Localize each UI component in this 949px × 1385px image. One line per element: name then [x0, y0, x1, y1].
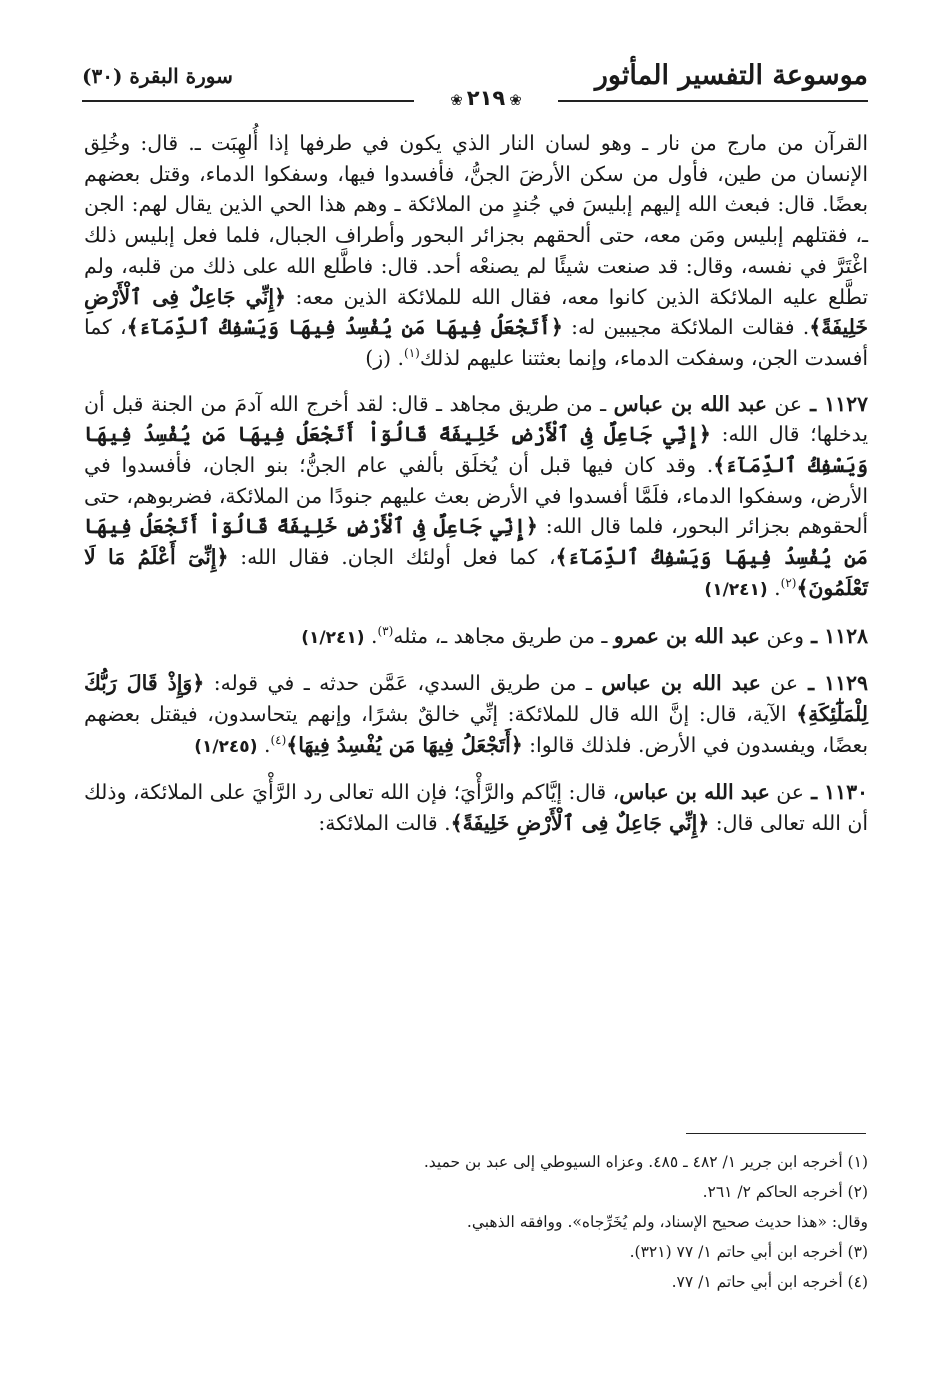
narrator-name: عبد الله بن عمرو	[613, 623, 760, 648]
footnote-marker: (٢)	[780, 576, 797, 591]
narration-paragraph	[84, 777, 868, 838]
text-run: عن	[769, 780, 804, 805]
narrator-name: عبد الله بن عباس	[613, 391, 767, 416]
text-run: الآية، قال: إنَّ الله قال للملائكة: إنِّي خالقٌ بشرًا، وإنهم يتحاسدون، فيقتل بعضهم بعضًا، ويفسدون في الأرض. فلذلك قالوا:	[84, 701, 868, 757]
footnote-separator	[686, 1133, 866, 1134]
quran-verse: ﴿إِنِّي جَاعِلٌ فِى ٱلْأَرْضِ خَلِيفَةً﴾	[84, 284, 868, 340]
narration-paragraph	[84, 389, 868, 606]
quran-verse: ﴿أَتَجْعَلُ فِيهَا مَن يُفْسِدُ فِيهَا﴾	[286, 732, 523, 757]
text-run: ، كما فعل أولئك الجان. فقال الله:	[228, 545, 556, 570]
quran-verse: ﴿أَتَجْعَلُ فِيهَا مَن يُفْسِدُ فِيهَا وَيَسْفِكُ ٱلدِّمَآءَ﴾	[126, 315, 563, 340]
text-run: . قالت الملائكة:	[318, 811, 451, 836]
narration-paragraph	[84, 128, 868, 374]
narrator-name: عبد الله بن عباس	[619, 780, 770, 805]
footnote: وقال: «هذا حديث صحيح الإسناد، ولم يُخَرِّجاه». ووافقه الذهبي.	[466, 1213, 868, 1231]
book-title: موسوعة التفسير المأثور	[594, 60, 868, 91]
header-rule-left	[82, 100, 414, 102]
quran-verse: ﴿وَإِذْ قَالَ رَبُّكَ لِلْمَلَٰٓئِكَةِ﴾	[84, 671, 868, 726]
page-number: ٢١٩	[466, 86, 506, 110]
narration-number: ١١٢٧ ـ	[802, 391, 869, 416]
volume-reference: (١/٢٤١)	[301, 627, 365, 648]
quran-verse: ﴿إِنِّي جَاعِلٌ فِى ٱلْأَرْضِ خَلِيفَةً قَالُوٓاْ أَتَجْعَلُ فِيهَا مَن يُفْسِدُ فِيهَا وَيَسْفِكُ ٱلدِّمَآءَ﴾	[84, 422, 868, 478]
surah-title: سورة البقرة (٣٠)	[82, 64, 233, 88]
text-run: عن	[766, 391, 803, 416]
page-header	[82, 58, 868, 108]
text-run: عن	[760, 671, 798, 696]
text-run: ، قال: إيَّاكم والرَّأْيَ؛ فإن الله تعالى رد الرَّأْيَ على الملائكة، وذلك أن الله تعالى قال:	[84, 780, 868, 836]
narration-paragraph	[84, 668, 868, 762]
footnote: (٣) أخرجه ابن أبي حاتم ١/ ٧٧ (٣٢١).	[629, 1243, 868, 1261]
text-run: ـ من طريق مجاهد ـ، مثله	[393, 623, 614, 648]
ornament-icon: ❀	[450, 91, 463, 109]
header-rule-right	[558, 100, 868, 102]
narration-paragraph	[84, 621, 868, 654]
text-run: ـ من طريق مجاهد ـ قال: لقد أخرج الله آدمَ من الجنة قبل أن يدخلها؛ قال الله:	[84, 391, 868, 447]
footnote: (٢) أخرجه الحاكم ٢/ ٢٦١.	[702, 1183, 868, 1201]
quran-verse: ﴿إِنِّي جَاعِلٌ فِى ٱلْأَرْضِ خَلِيفَةً قَالُوٓاْ أَتَجْعَلُ فِيهَا مَن يُفْسِدُ فِيهَا وَيَسْفِكُ ٱلدِّمَآءَ﴾	[84, 514, 869, 570]
text-run: . فقالت الملائكة مجيبين له:	[562, 315, 810, 340]
footnote-marker: (٣)	[377, 623, 394, 638]
volume-reference: (١/٢٤٥)	[194, 736, 258, 757]
text-run: القرآن من مارج من نار ـ وهو لسان النار الذي يكون في طرفها إذا أُلهِبَت ـ. قال: وخُلِق الإنسان من طين، فأول من سكن الأرضَ الجنُّ، فأفسدوا فيها، وسفكوا الدماء، وقتل بعضهم بعضًا. قال: فبعث الله إليهم إبليسَ في جُندٍ من الملائكة ـ وهم هذا الحي الذين يقال لهم: الجن ـ، فقتلهم إبليس ومَن معه، حتى ألحقهم بجزائر البحور وأطراف الجبال، فلما فعل إبليس ذلك اغْتَرَّ في نفسه، وقال: قد صنعت شيئًا لم يصنعْه أحد. قال: فاطَّلع الله على ذلك من قلبه، ولم تطَّلع عليه الملائكة الذين كانوا معه، فقال الله للملائكة الذين معه:	[84, 131, 868, 309]
footnotes	[84, 1147, 868, 1297]
footnote-marker: (١)	[404, 346, 420, 361]
narration-number: ١١٢٩ ـ	[797, 671, 868, 696]
main-text	[84, 128, 868, 839]
narration-number: ١١٢٨ ـ	[804, 623, 868, 648]
footnote-marker: (٤)	[270, 732, 287, 747]
text-run: . وقد كان فيها قبل أن يُخلَق بألفي عام الجنُّ؛ بنو الجان، فأفسدوا في الأرض، وسفكوا الدماء، فلَمَّا أفسدوا في الأرض بعث عليهم جنودًا من الملائكة، فضربوهم، حتى ألحقوهم بجزائر البحور، فلما قال الله:	[84, 453, 869, 539]
quran-verse: ﴿إِنِّىٓ أَعْلَمُ مَا لَا تَعْلَمُونَ﴾	[84, 545, 868, 600]
text-run: .	[767, 575, 781, 600]
volume-reference: (١/٢٤١)	[704, 579, 768, 600]
narration-number: ١١٣٠ ـ	[803, 780, 868, 805]
narrator-name: عبد الله بن عباس	[601, 671, 761, 696]
text-run: .	[257, 732, 271, 757]
quran-verse: ﴿إِنِّي جَاعِلٌ فِى ٱلْأَرْضِ خَلِيفَةً﴾	[450, 811, 710, 836]
text-run: ـ من طريق السدي، عَمَّن حدثه ـ في قوله:	[204, 671, 602, 696]
text-run: .	[364, 623, 378, 648]
footnote: (١) أخرجه ابن جرير ١/ ٤٨٢ ـ ٤٨٥. وعزاه السيوطي إلى عبد بن حميد.	[423, 1153, 868, 1171]
footnote: (٤) أخرجه ابن أبي حاتم ١/ ٧٧.	[671, 1273, 868, 1291]
text-run: وعن	[759, 623, 805, 648]
ornament-icon: ❀	[509, 91, 522, 109]
page-number-block	[414, 86, 558, 110]
text-run: . (ز)	[365, 345, 405, 370]
text-run: ، كما أفسدت الجن، وسفكت الدماء، وإنما بعثتنا عليهم لذلك	[84, 315, 868, 370]
